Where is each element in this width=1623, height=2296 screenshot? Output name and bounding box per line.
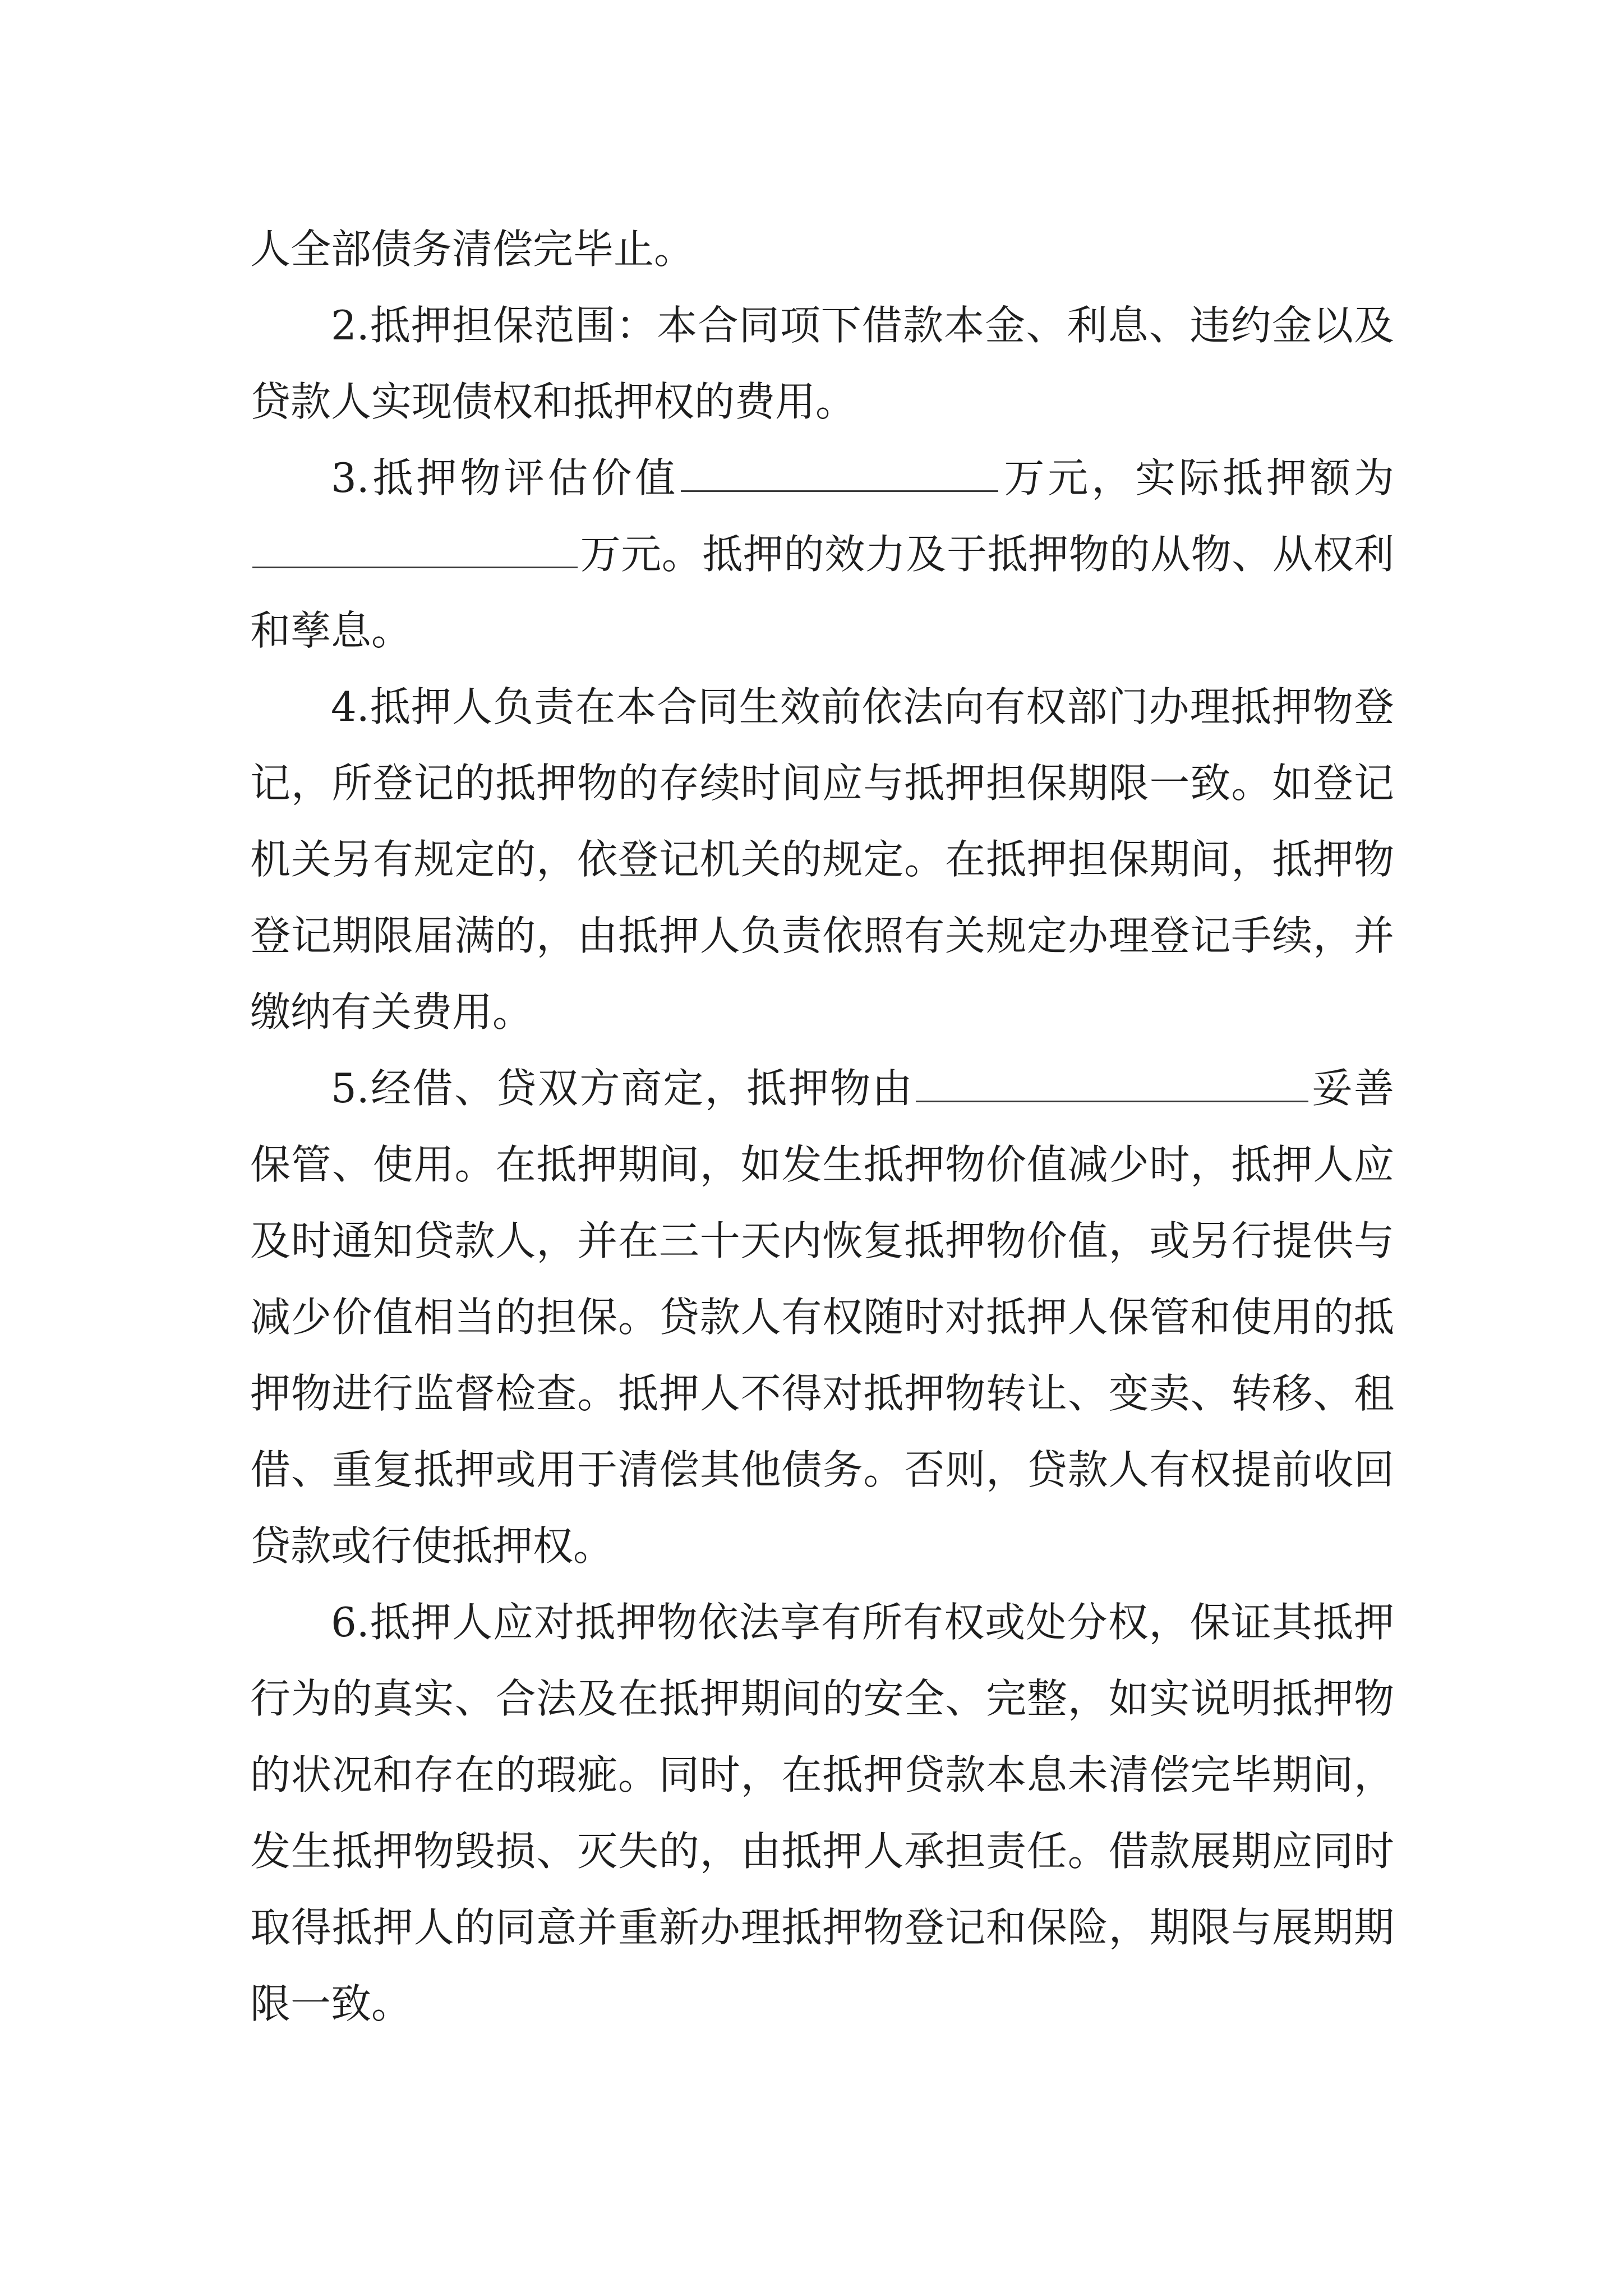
paragraph-text-part: 5.经借、贷双方商定，抵押物由	[331, 1065, 914, 1112]
paragraph-continuation	[250, 211, 1394, 287]
paragraph-text: 4.抵押人负责在本合同生效前依法向有权部门办理抵押物登记，所登记的抵押物的存续时间应与抵押担保期限一致。如登记机关另有规定的，依登记机关的规定。在抵押担保期间，抵押物登记期限届满的，由抵押人负责依照有关规定办理登记手续，并缴纳有关费用。	[250, 683, 1394, 1036]
paragraph-text-part: 万元。抵押的效力及于抵押物的从物、从权利和孳息。	[250, 531, 1394, 654]
fill-in-blank-custodian[interactable]	[916, 1062, 1308, 1102]
paragraph-text-part: 万元，实际抵押额为	[1000, 454, 1394, 501]
paragraph-clause-6	[250, 1584, 1394, 2042]
paragraph-clause-2	[250, 287, 1394, 440]
paragraph-text: 6.抵押人应对抵押物依法享有所有权或处分权，保证其抵押行为的真实、合法及在抵押期间的安全、完整，如实说明抵押物的状况和存在的瑕疵。同时，在抵押贷款本息未清偿完毕期间，发生抵押物毁损、灭失的，由抵押人承担责任。借款展期应同时取得抵押人的同意并重新办理抵押物登记和保险，期限与展期期限一致。	[250, 1599, 1394, 2027]
paragraph-text-part: 妥善保管、使用。在抵押期间，如发生抵押物价值减少时，抵押人应及时通知贷款人，并在三十天内恢复抵押物价值，或另行提供与减少价值相当的担保。贷款人有权随时对抵押人保管和使用的抵押物进行监督检查。抵押人不得对抵押物转让、变卖、转移、租借、重复抵押或用于清偿其他债务。否则，贷款人有权提前收回贷款或行使抵押权。	[250, 1065, 1394, 1570]
paragraph-clause-5	[250, 1050, 1394, 1584]
paragraph-text: 人全部债务清偿完毕止。	[250, 226, 695, 273]
document-page	[250, 211, 1394, 2042]
fill-in-blank-assessed-value[interactable]	[681, 452, 998, 492]
paragraph-clause-3	[250, 440, 1394, 669]
paragraph-text-part: 3.抵押物评估价值	[331, 454, 679, 501]
fill-in-blank-mortgage-amount[interactable]	[252, 528, 578, 568]
paragraph-text: 2.抵押担保范围：本合同项下借款本金、利息、违约金以及贷款人实现债权和抵押权的费用。	[250, 302, 1394, 425]
paragraph-clause-4	[250, 669, 1394, 1050]
